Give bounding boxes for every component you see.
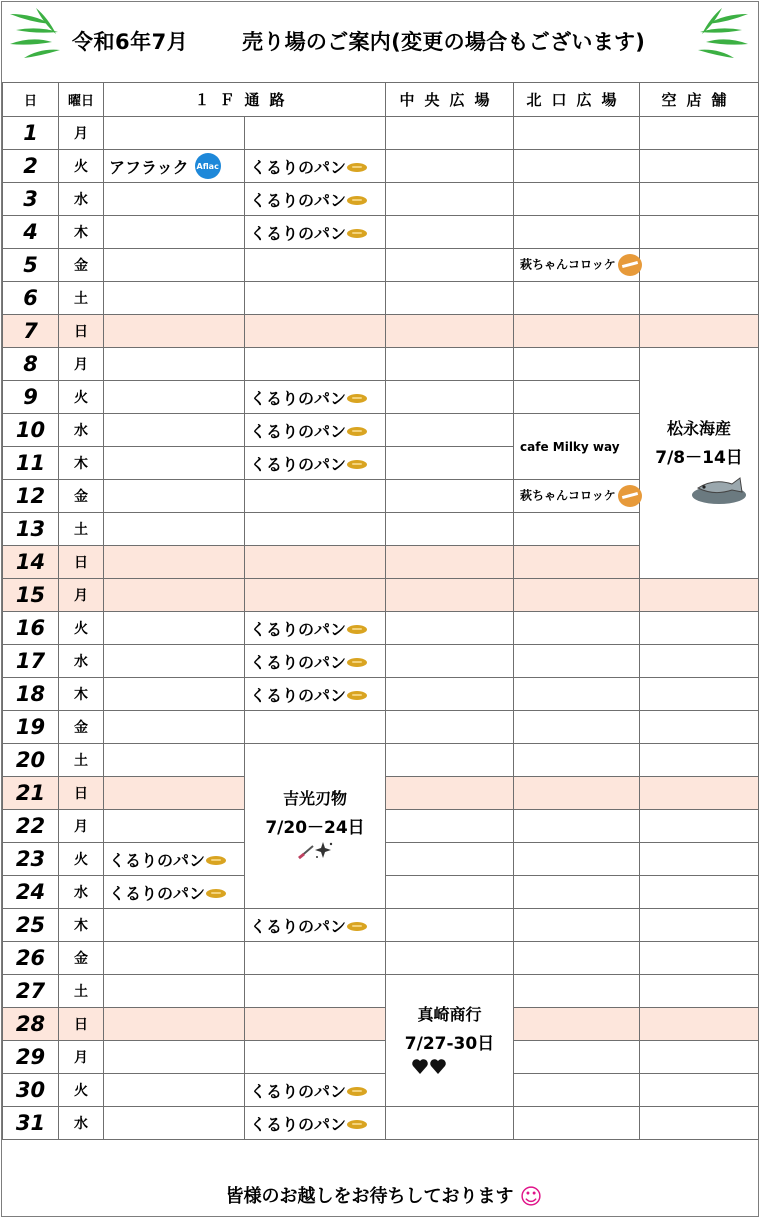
weekday: 月 xyxy=(59,1041,104,1074)
event-yoshimitsu-block: 吉光刃物 7/20－24日 xyxy=(245,744,386,909)
bread-icon xyxy=(347,163,367,172)
bamboo-leaf-icon xyxy=(6,4,68,66)
croquette-icon xyxy=(618,485,642,507)
day-number: 11 xyxy=(3,447,59,480)
bamboo-leaf-icon xyxy=(690,4,752,66)
fish-icon xyxy=(690,470,748,506)
day-number: 10 xyxy=(3,414,59,447)
event-kururi: くるりのパン xyxy=(245,1112,385,1135)
day-row-holiday xyxy=(3,1008,759,1041)
weekday: 水 xyxy=(59,876,104,909)
bread-icon xyxy=(347,691,367,700)
weekday: 金 xyxy=(59,249,104,282)
day-row xyxy=(3,711,759,744)
weekday: 土 xyxy=(59,975,104,1008)
footer-message: 皆様のお越しをお待ちしております ☺ xyxy=(225,1185,543,1210)
day-number: 15 xyxy=(3,579,59,612)
weekday: 水 xyxy=(59,183,104,216)
croquette-icon xyxy=(618,254,642,276)
day-number: 13 xyxy=(3,513,59,546)
bread-icon xyxy=(347,1087,367,1096)
day-row xyxy=(3,183,759,216)
weekday: 木 xyxy=(59,216,104,249)
weekday: 土 xyxy=(59,513,104,546)
day-number: 30 xyxy=(3,1074,59,1107)
smile-icon: ☺ xyxy=(519,1185,543,1210)
day-row xyxy=(3,612,759,645)
knife-sparkle-icon xyxy=(295,840,335,862)
weekday: 土 xyxy=(59,282,104,315)
event-kururi: くるりのパン xyxy=(245,221,385,244)
weekday: 日 xyxy=(59,777,104,810)
event-hagi-croquette: 萩ちゃんコロッケ xyxy=(514,254,639,276)
bread-icon xyxy=(347,196,367,205)
day-number: 5 xyxy=(3,249,59,282)
weekday: 日 xyxy=(59,546,104,579)
day-number: 19 xyxy=(3,711,59,744)
event-kururi: くるりのパン xyxy=(245,386,385,409)
column-header-north: 北口広場 xyxy=(514,83,640,117)
day-number: 24 xyxy=(3,876,59,909)
weekday: 火 xyxy=(59,1074,104,1107)
day-row xyxy=(3,216,759,249)
weekday: 金 xyxy=(59,942,104,975)
day-row xyxy=(3,645,759,678)
day-row xyxy=(3,249,759,282)
day-number: 16 xyxy=(3,612,59,645)
day-number: 31 xyxy=(3,1107,59,1140)
day-row xyxy=(3,1041,759,1074)
day-number: 20 xyxy=(3,744,59,777)
weekday: 火 xyxy=(59,381,104,414)
day-number: 17 xyxy=(3,645,59,678)
weekday: 金 xyxy=(59,480,104,513)
bread-icon xyxy=(347,1120,367,1129)
day-number: 7 xyxy=(3,315,59,348)
bread-icon xyxy=(347,922,367,931)
event-kururi: くるりのパン xyxy=(245,914,385,937)
weekday: 月 xyxy=(59,810,104,843)
day-number: 1 xyxy=(3,117,59,150)
day-number: 6 xyxy=(3,282,59,315)
day-number: 26 xyxy=(3,942,59,975)
bread-icon xyxy=(347,229,367,238)
day-row-holiday xyxy=(3,315,759,348)
event-hagi-croquette: 萩ちゃんコロッケ xyxy=(514,485,639,507)
day-row xyxy=(3,117,759,150)
day-number: 23 xyxy=(3,843,59,876)
day-row xyxy=(3,1074,759,1107)
weekday: 火 xyxy=(59,843,104,876)
event-kururi: くるりのパン xyxy=(104,881,244,904)
day-number: 21 xyxy=(3,777,59,810)
weekday: 土 xyxy=(59,744,104,777)
bread-icon xyxy=(347,427,367,436)
day-row xyxy=(3,975,759,1008)
day-row xyxy=(3,678,759,711)
weekday: 月 xyxy=(59,579,104,612)
day-row xyxy=(3,942,759,975)
weekday: 火 xyxy=(59,150,104,183)
column-header-vacant: 空店舗 xyxy=(640,83,759,117)
weekday: 木 xyxy=(59,447,104,480)
aflac-logo-icon: Aflac xyxy=(195,153,221,179)
event-aflac: アフラック Aflac xyxy=(104,153,244,179)
bread-icon xyxy=(347,460,367,469)
day-row xyxy=(3,909,759,942)
header-row xyxy=(3,83,759,117)
header xyxy=(0,0,768,85)
event-kururi: くるりのパン xyxy=(104,848,244,871)
weekday: 月 xyxy=(59,117,104,150)
day-number: 28 xyxy=(3,1008,59,1041)
weekday: 火 xyxy=(59,612,104,645)
weekday: 月 xyxy=(59,348,104,381)
day-number: 9 xyxy=(3,381,59,414)
weekday: 水 xyxy=(59,645,104,678)
title-guide: 売り場のご案内(変更の場合もございます) xyxy=(242,30,646,54)
day-row-holiday xyxy=(3,579,759,612)
event-mazaki-block: 真崎商行 7/27-30日 xyxy=(386,975,514,1107)
day-row xyxy=(3,744,759,777)
day-row xyxy=(3,150,759,183)
column-header-center: 中央広場 xyxy=(386,83,514,117)
weekday: 水 xyxy=(59,414,104,447)
day-number: 22 xyxy=(3,810,59,843)
bread-icon xyxy=(206,856,226,865)
event-kururi: くるりのパン xyxy=(245,188,385,211)
day-number: 2 xyxy=(3,150,59,183)
weekday: 金 xyxy=(59,711,104,744)
bread-icon xyxy=(347,394,367,403)
bread-icon xyxy=(347,625,367,634)
column-header-passage: １Ｆ通路 xyxy=(104,83,386,117)
event-kururi: くるりのパン xyxy=(245,419,385,442)
day-row xyxy=(3,1107,759,1140)
day-row xyxy=(3,282,759,315)
day-number: 25 xyxy=(3,909,59,942)
day-number: 18 xyxy=(3,678,59,711)
day-number: 27 xyxy=(3,975,59,1008)
bread-icon xyxy=(206,889,226,898)
weekday: 水 xyxy=(59,1107,104,1140)
day-number: 4 xyxy=(3,216,59,249)
bread-icon xyxy=(347,658,367,667)
event-kururi: くるりのパン xyxy=(245,155,385,178)
day-number: 12 xyxy=(3,480,59,513)
day-number: 3 xyxy=(3,183,59,216)
day-number: 29 xyxy=(3,1041,59,1074)
event-cafe-milky-way: cafe Milky way xyxy=(520,439,620,454)
schedule-table xyxy=(2,82,759,1140)
event-kururi: くるりのパン xyxy=(245,1079,385,1102)
column-header-day: 日 xyxy=(3,83,59,117)
weekday: 木 xyxy=(59,678,104,711)
weekday: 日 xyxy=(59,1008,104,1041)
event-matsunaga-block: 松永海産 7/8－14日 xyxy=(640,348,759,579)
hearts-icon xyxy=(410,1056,450,1076)
day-number: 8 xyxy=(3,348,59,381)
day-row xyxy=(3,348,759,381)
event-kururi: くるりのパン xyxy=(245,617,385,640)
column-header-weekday: 曜日 xyxy=(59,83,104,117)
event-kururi: くるりのパン xyxy=(245,683,385,706)
day-number: 14 xyxy=(3,546,59,579)
event-kururi: くるりのパン xyxy=(245,452,385,475)
weekday: 木 xyxy=(59,909,104,942)
title-month: 令和6年7月 xyxy=(72,30,189,54)
weekday: 日 xyxy=(59,315,104,348)
event-kururi: くるりのパン xyxy=(245,650,385,673)
